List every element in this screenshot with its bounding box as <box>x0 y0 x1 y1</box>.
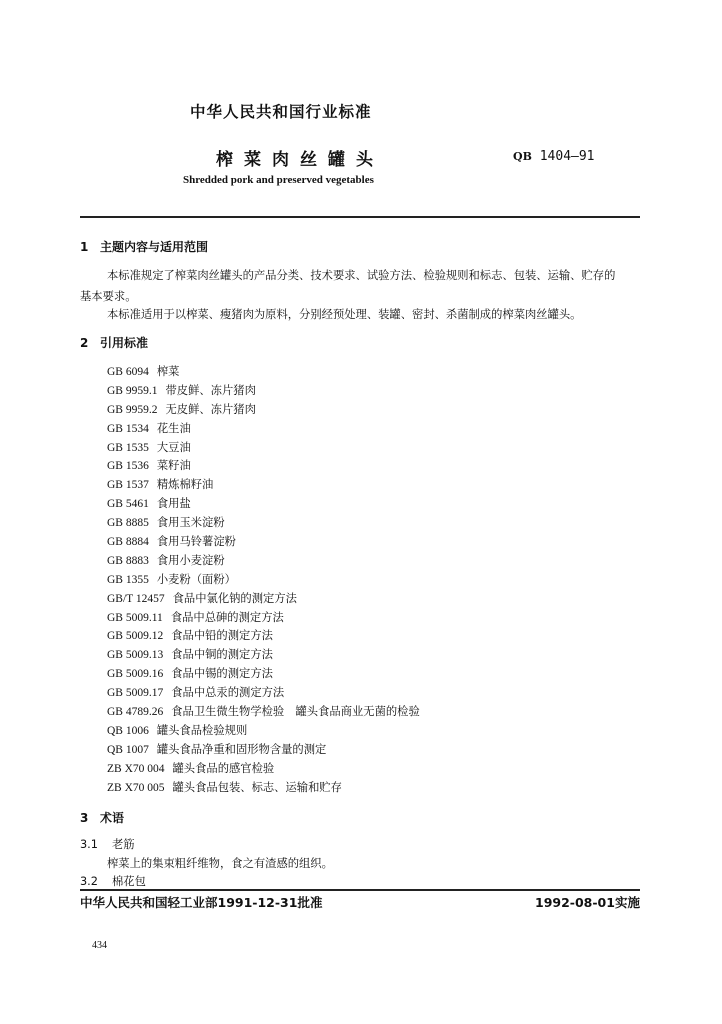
section-number: 1 <box>80 240 89 254</box>
implementation-date: 1992-08-01实施 <box>535 895 640 910</box>
reference-item <box>107 514 420 533</box>
reference-code: GB 8884 <box>107 536 149 549</box>
reference-item <box>107 401 420 420</box>
reference-code: ZB X70 005 <box>107 781 165 794</box>
reference-title: 食品中总砷的测定方法 <box>170 610 284 624</box>
reference-code: GB 1534 <box>107 422 149 435</box>
reference-item <box>107 684 420 703</box>
reference-code: GB 1535 <box>107 441 149 454</box>
reference-title: 食品中铜的测定方法 <box>171 648 273 662</box>
reference-title: 花生油 <box>156 421 191 435</box>
reference-code: GB 9959.2 <box>107 403 158 416</box>
approval-line: 中华人民共和国轻工业部1991-12-31批准 <box>80 895 323 910</box>
reference-title: 带皮鲜、冻片猪肉 <box>165 383 256 397</box>
reference-item <box>107 420 420 439</box>
bottom-divider <box>80 889 640 891</box>
reference-code: GB 5461 <box>107 498 149 511</box>
reference-code: GB 4789.26 <box>107 706 164 719</box>
reference-code: GB 8885 <box>107 517 149 530</box>
reference-list <box>107 363 420 797</box>
reference-code: GB 5009.11 <box>107 611 163 624</box>
reference-item <box>107 646 420 665</box>
reference-title: 食品中锡的测定方法 <box>171 667 273 681</box>
section-3-heading <box>80 809 124 826</box>
reference-item <box>107 552 420 571</box>
english-title: Shredded pork and preserved vegetables <box>183 174 374 186</box>
reference-code: QB 1007 <box>107 743 149 756</box>
reference-item <box>107 495 420 514</box>
section-number: 3 <box>80 811 89 825</box>
reference-title: 食用玉米淀粉 <box>156 516 225 530</box>
subsection-3-2-heading <box>80 873 146 889</box>
standard-code <box>513 149 595 164</box>
standard-org-header: 中华人民共和国行业标准 <box>190 103 372 121</box>
reference-code: ZB X70 004 <box>107 762 165 775</box>
subsection-title: 老筋 <box>111 838 135 851</box>
reference-item <box>107 476 420 495</box>
section-number: 2 <box>80 336 89 350</box>
reference-code: GB 1536 <box>107 460 149 473</box>
standard-code-number: 1404—91 <box>539 149 595 164</box>
reference-code: QB 1006 <box>107 724 149 737</box>
reference-item <box>107 363 420 382</box>
subsection-3-1-text: 榨菜上的集束粗纤维物，食之有渣感的组织。 <box>107 857 333 870</box>
reference-title: 食用小麦淀粉 <box>156 553 225 567</box>
reference-code: GB 5009.13 <box>107 649 164 662</box>
reference-title: 大豆油 <box>156 440 191 454</box>
page-number: 434 <box>92 940 107 951</box>
reference-item <box>107 741 420 760</box>
reference-item <box>107 665 420 684</box>
document-title: 榨菜肉丝罐头 <box>216 150 384 170</box>
reference-title: 罐头食品的感官检验 <box>172 761 275 775</box>
reference-code: GB 8883 <box>107 554 149 567</box>
reference-code: GB 9959.1 <box>107 384 158 397</box>
reference-title: 榨菜 <box>156 365 180 378</box>
top-divider <box>80 216 640 218</box>
reference-item <box>107 722 420 741</box>
subsection-title: 棉花包 <box>111 875 146 888</box>
reference-title: 食用盐 <box>156 497 191 511</box>
section-1-para1-line1: 本标准规定了榨菜肉丝罐头的产品分类、技术要求、试验方法、检验规则和标志、包装、运输、贮存的 <box>107 269 616 282</box>
reference-item <box>107 703 420 722</box>
section-title: 引用标准 <box>100 336 149 350</box>
reference-code: GB 1355 <box>107 573 149 586</box>
section-title: 主题内容与适用范围 <box>100 240 209 254</box>
reference-title: 小麦粉（面粉） <box>156 572 236 586</box>
reference-code: GB 6094 <box>107 366 149 378</box>
reference-item <box>107 760 420 779</box>
section-2-heading <box>80 334 148 351</box>
reference-item <box>107 571 420 590</box>
subsection-number: 3.2 <box>80 875 98 888</box>
reference-title: 罐头食品检验规则 <box>156 723 248 737</box>
reference-item <box>107 779 420 798</box>
reference-title: 食品中铅的测定方法 <box>171 629 273 643</box>
section-1-heading <box>80 238 208 255</box>
reference-title: 无皮鲜、冻片猪肉 <box>165 402 256 416</box>
reference-code: GB 5009.16 <box>107 668 164 681</box>
reference-title: 精炼棉籽油 <box>156 478 214 492</box>
reference-item <box>107 457 420 476</box>
subsection-number: 3.1 <box>80 838 98 851</box>
section-1-para1-line2: 基本要求。 <box>80 290 137 303</box>
reference-code: GB 1537 <box>107 479 149 492</box>
reference-item <box>107 382 420 401</box>
reference-title: 食品卫生微生物学检验 罐头食品商业无菌的检验 <box>171 705 420 719</box>
reference-item <box>107 590 420 609</box>
section-title: 术语 <box>100 811 125 825</box>
subsection-3-1-heading <box>80 836 135 852</box>
reference-item <box>107 627 420 646</box>
reference-title: 罐头食品净重和固形物含量的测定 <box>156 742 327 756</box>
reference-code: GB 5009.17 <box>107 687 164 700</box>
reference-item <box>107 439 420 458</box>
reference-code: GB/T 12457 <box>107 592 165 605</box>
reference-item <box>107 609 420 628</box>
reference-title: 菜籽油 <box>156 459 191 473</box>
reference-item <box>107 533 420 552</box>
reference-title: 食用马铃薯淀粉 <box>156 535 236 549</box>
reference-title: 食品中氯化钠的测定方法 <box>172 591 297 605</box>
section-1-para2: 本标准适用于以榨菜、瘦猪肉为原料，分别经预处理、装罐、密封、杀菌制成的榨菜肉丝罐头。 <box>107 308 582 321</box>
reference-code: GB 5009.12 <box>107 630 164 643</box>
reference-title: 罐头食品包装、标志、运输和贮存 <box>172 780 342 794</box>
standard-code-prefix: QB <box>513 150 532 163</box>
reference-title: 食品中总汞的测定方法 <box>171 686 285 700</box>
